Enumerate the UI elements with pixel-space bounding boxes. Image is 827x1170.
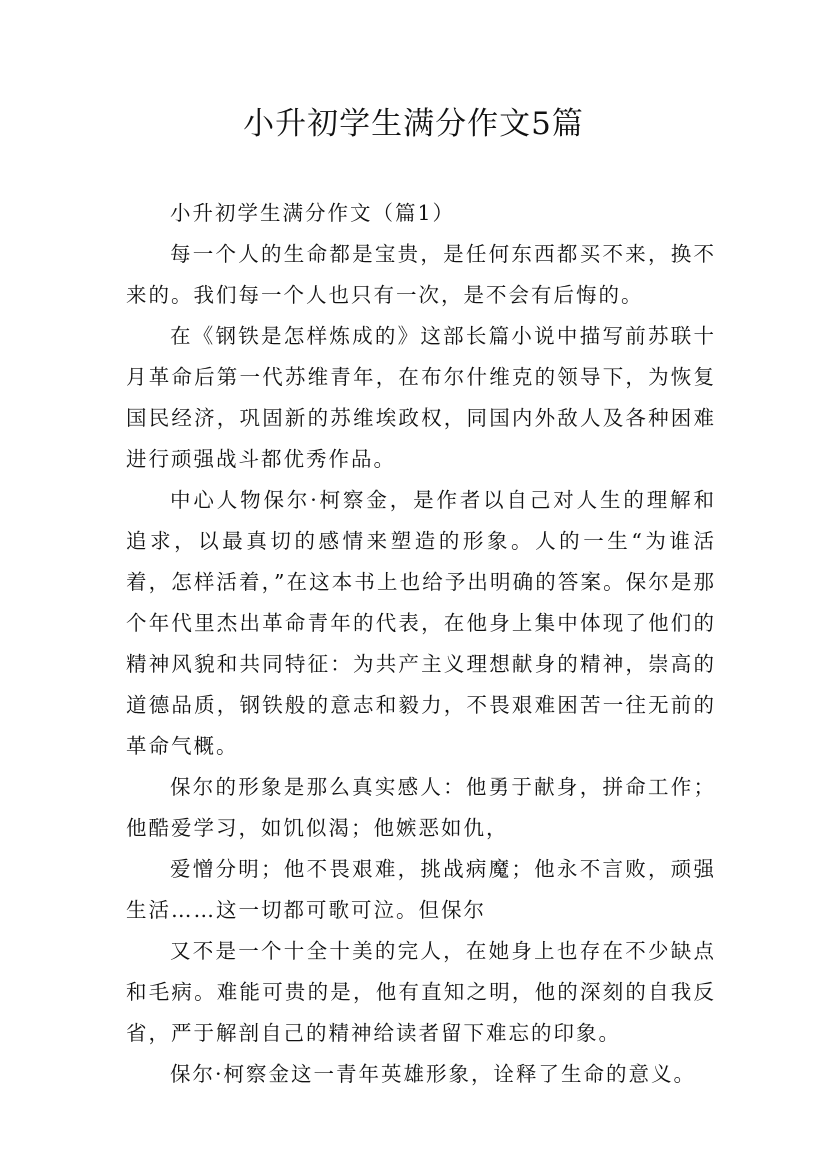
document-title: 小升初学生满分作文5篇 [243,106,584,142]
paragraph: 在《钢铁是怎样炼成的》这部长篇小说中描写前苏联十月革命后第一代苏维青年，在布尔什维克的领导下，为恢复国民经济，巩固新的苏维埃政权，同国内外敌人及各种困难进行顽强战斗都优秀作品。 [126,324,716,471]
paragraph: 爱憎分明；他不畏艰难，挑战病魔；他永不言败，顽强生活……这一切都可歌可泣。但保尔 [126,857,716,922]
section-heading: 小升初学生满分作文（篇1） [170,201,456,225]
document-body [126,193,716,1095]
paragraph: 又不是一个十全十美的完人，在她身上也存在不少缺点和毛病。难能可贵的是，他有直知之明，他的深刻的自我反省，严于解剖自己的精神给读者留下难忘的印象。 [126,939,716,1045]
paragraph: 中心人物保尔·柯察金，是作者以自己对人生的理解和追求，以最真切的感情来塑造的形象。人的一生“为谁活着，怎样活着，”在这本书上也给予出明确的答案。保尔是那个年代里杰出革命青年的代表，在他身上集中体现了他们的精神风貌和共同特征：为共产主义理想献身的精神，崇高的道德品质，钢铁般的意志和毅力，不畏艰难困苦一往无前的革命气概。 [126,488,716,758]
paragraph: 保尔·柯察金这一青年英雄形象，诠释了生命的意义。 [170,1062,697,1086]
paragraph: 每一个人的生命都是宝贵，是任何东西都买不来，换不来的。我们每一个人也只有一次，是不会有后悔的。 [126,242,716,307]
paragraph: 保尔的形象是那么真实感人：他勇于献身，拼命工作；他酷爱学习，如饥似渴；他嫉恶如仇， [126,775,716,840]
